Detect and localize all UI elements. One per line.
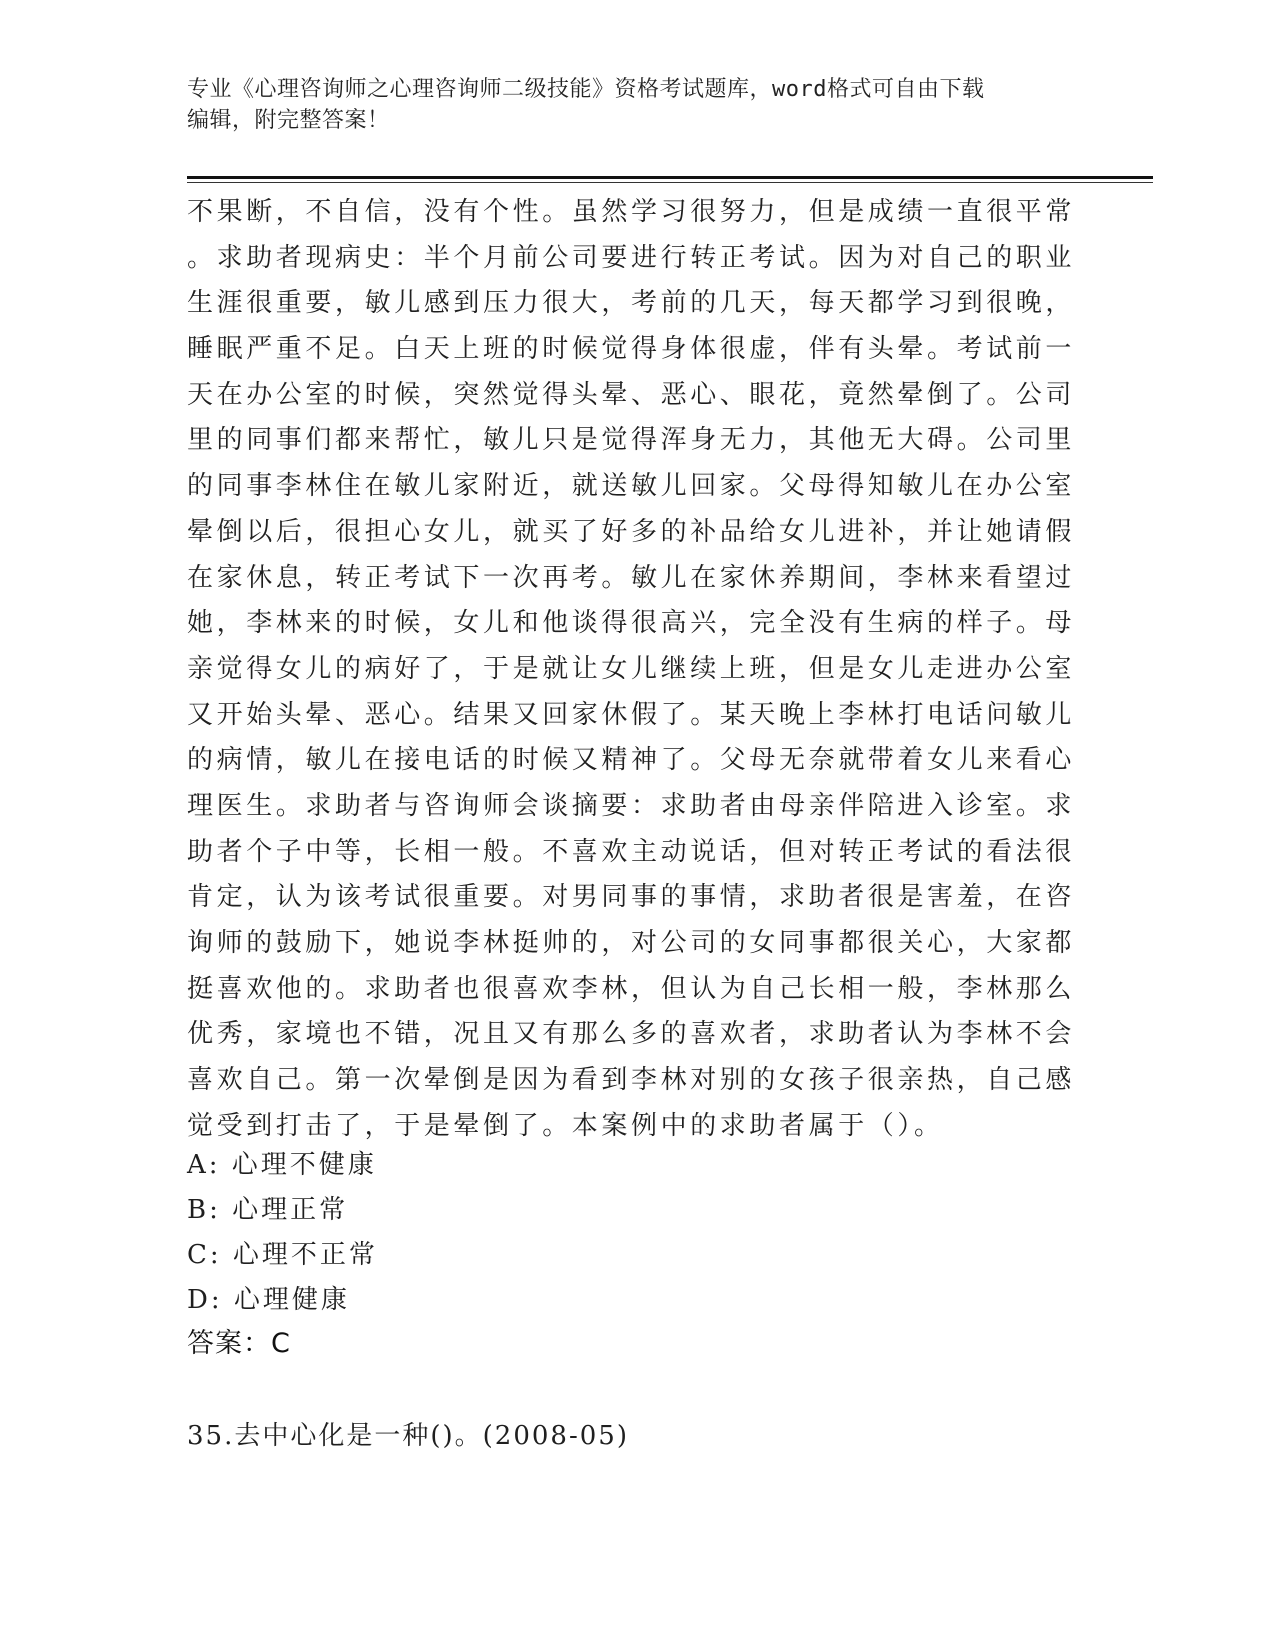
question-line: 睡眠严重不足。白天上班的时候觉得身体很虚，伴有头晕。考试前一 xyxy=(187,334,1076,365)
question-line: 晕倒以后，很担心女儿，就买了好多的补品给女儿进补，并让她请假 xyxy=(187,516,1076,547)
header-divider-thick xyxy=(187,176,1153,179)
question-line: 挺喜欢他的。求助者也很喜欢李林，但认为自己长相一般，李林那么 xyxy=(187,973,1076,1004)
question-line: 里的同事们都来帮忙，敏儿只是觉得浑身无力，其他无大碍。公司里 xyxy=(187,425,1076,456)
option-b: B: 心理正常 xyxy=(187,1195,349,1225)
header-divider-thin xyxy=(187,182,1153,183)
option-a: A: 心理不健康 xyxy=(187,1150,377,1180)
page-header xyxy=(187,74,1067,136)
question-line: 又开始头晕、恶心。结果又回家休假了。某天晚上李林打电话问敏儿 xyxy=(187,699,1076,730)
question-line: 肯定，认为该考试很重要。对男同事的事情，求助者很是害羞，在咨 xyxy=(187,882,1076,913)
question-line: 生涯很重要，敏儿感到压力很大，考前的几天，每天都学习到很晚， xyxy=(187,288,1076,319)
header-line-1: 专业《心理咨询师之心理咨询师二级技能》资格考试题库，word格式可自由下载 xyxy=(187,77,985,102)
question-line: 觉受到打击了，于是晕倒了。本案例中的求助者属于（）。 xyxy=(187,1110,944,1141)
answer-options xyxy=(187,1143,1067,1323)
question-line: 天在办公室的时候，突然觉得头晕、恶心、眼花，竟然晕倒了。公司 xyxy=(187,379,1076,410)
question-line: 她，李林来的时候，女儿和他谈得很高兴，完全没有生病的样子。母 xyxy=(187,608,1076,639)
question-line: 亲觉得女儿的病好了，于是就让女儿继续上班，但是女儿走进办公室 xyxy=(187,653,1076,684)
question-line: 询师的鼓励下，她说李林挺帅的，对公司的女同事都很关心，大家都 xyxy=(187,928,1076,958)
option-d: D: 心理健康 xyxy=(187,1285,350,1315)
question-line: 喜欢自己。第一次晕倒是因为看到李林对别的女孩子很亲热，自己感 xyxy=(187,1065,1076,1096)
header-line-2: 编辑，附完整答案！ xyxy=(187,108,390,133)
question-body xyxy=(187,190,1076,1149)
question-line: 的同事李林住在敏儿家附近，就送敏儿回家。父母得知敏儿在办公室 xyxy=(187,471,1076,502)
question-line: 理医生。求助者与咨询师会谈摘要：求助者由母亲伴陪进入诊室。求 xyxy=(187,790,1076,821)
question-line: 的病情，敏儿在接电话的时候又精神了。父母无奈就带着女儿来看心 xyxy=(187,745,1076,776)
question-line: 不果断，不自信，没有个性。虽然学习很努力，但是成绩一直很平常 xyxy=(187,197,1076,227)
question-line: 优秀，家境也不错，况且又有那么多的喜欢者，求助者认为李林不会 xyxy=(187,1019,1076,1050)
question-line: 在家休息，转正考试下一次再考。敏儿在家休养期间，李林来看望过 xyxy=(187,562,1076,593)
answer-key: 答案：C xyxy=(187,1328,291,1359)
option-c: C: 心理不正常 xyxy=(187,1240,378,1270)
question-line: 助者个子中等，长相一般。不喜欢主动说话，但对转正考试的看法很 xyxy=(187,836,1076,867)
next-question-stem: 35.去中心化是一种()。(2008-05) xyxy=(187,1421,629,1451)
question-line: 。求助者现病史：半个月前公司要进行转正考试。因为对自己的职业 xyxy=(187,242,1076,273)
